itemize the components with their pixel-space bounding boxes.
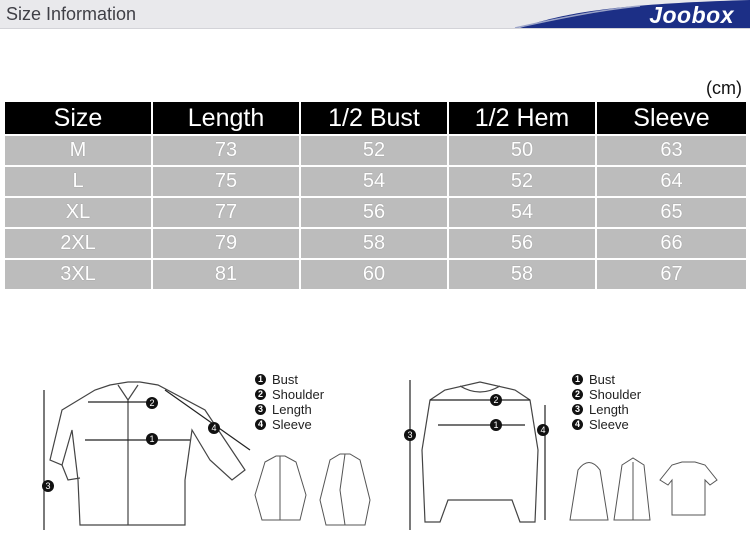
table-cell: 56 <box>449 229 595 258</box>
marker-3: 3 <box>572 404 583 415</box>
table-cell: 63 <box>597 136 746 165</box>
page-title: Size Information <box>6 4 137 24</box>
brand-logo: Joobox <box>649 2 734 28</box>
marker-3: 3 <box>407 430 413 440</box>
table-row <box>5 260 746 289</box>
table-cell: 50 <box>449 136 595 165</box>
blazer-thumbnail <box>320 454 370 525</box>
marker-4: 4 <box>211 423 217 433</box>
table-cell: 73 <box>153 136 299 165</box>
legend-label: Length <box>272 402 312 417</box>
column-header: Size <box>5 102 151 134</box>
legend-label: Shoulder <box>589 387 642 402</box>
marker-1: 1 <box>255 374 266 385</box>
marker-1: 1 <box>572 374 583 385</box>
sweater-diagram <box>410 380 545 530</box>
table-row <box>5 198 746 227</box>
marker-4: 4 <box>572 419 583 430</box>
legend-shirt <box>255 372 324 432</box>
size-table <box>3 100 748 291</box>
table-cell: 56 <box>301 198 447 227</box>
table-cell: 66 <box>597 229 746 258</box>
column-header: 1/2 Hem <box>449 102 595 134</box>
table-cell: 75 <box>153 167 299 196</box>
legend-label: Bust <box>589 372 616 387</box>
table-cell: M <box>5 136 151 165</box>
legend-item <box>572 372 641 387</box>
table-cell: 79 <box>153 229 299 258</box>
table-cell: 54 <box>301 167 447 196</box>
table-cell: 54 <box>449 198 595 227</box>
sweater-markers <box>404 394 549 441</box>
marker-3: 3 <box>45 481 51 491</box>
table-row <box>5 167 746 196</box>
table-row <box>5 136 746 165</box>
legend-label: Sleeve <box>272 417 312 432</box>
table-cell: 2XL <box>5 229 151 258</box>
marker-1: 1 <box>149 434 155 444</box>
table-cell: 58 <box>301 229 447 258</box>
column-header: Length <box>153 102 299 134</box>
legend-sweater <box>572 372 641 432</box>
shirt-markers <box>42 397 220 492</box>
brand-swoosh <box>0 0 750 28</box>
unit-label: (cm) <box>706 78 742 98</box>
tshirt-thumbnail <box>660 462 717 515</box>
table-cell: 60 <box>301 260 447 289</box>
marker-2: 2 <box>493 395 499 405</box>
marker-4: 4 <box>540 425 546 435</box>
header-bar <box>0 0 750 29</box>
table-cell: 77 <box>153 198 299 227</box>
legend-label: Shoulder <box>272 387 325 402</box>
cardigan-thumbnail <box>614 458 650 520</box>
table-cell: 3XL <box>5 260 151 289</box>
hoodie-thumbnail <box>570 463 608 521</box>
jacket-thumbnail <box>255 456 306 520</box>
legend-label: Bust <box>272 372 299 387</box>
marker-2: 2 <box>149 398 155 408</box>
legend-item <box>572 402 641 417</box>
column-header: Sleeve <box>597 102 746 134</box>
legend-item <box>255 372 324 387</box>
legend-label: Sleeve <box>589 417 629 432</box>
marker-2: 2 <box>255 389 266 400</box>
marker-4: 4 <box>255 419 266 430</box>
legend-item <box>572 387 641 402</box>
table-cell: 58 <box>449 260 595 289</box>
table-cell: L <box>5 167 151 196</box>
legend-item <box>255 387 324 402</box>
marker-1: 1 <box>493 420 499 430</box>
table-cell: 65 <box>597 198 746 227</box>
table-cell: 52 <box>449 167 595 196</box>
legend-item <box>255 402 324 417</box>
table-cell: 52 <box>301 136 447 165</box>
legend-label: Length <box>589 402 629 417</box>
column-header: 1/2 Bust <box>301 102 447 134</box>
table-header-row <box>5 102 746 134</box>
table-cell: 64 <box>597 167 746 196</box>
legend-item <box>572 417 641 432</box>
marker-3: 3 <box>255 404 266 415</box>
marker-2: 2 <box>572 389 583 400</box>
legend-item <box>255 417 324 432</box>
table-cell: XL <box>5 198 151 227</box>
table-row <box>5 229 746 258</box>
table-cell: 67 <box>597 260 746 289</box>
measurement-illustrations <box>0 330 750 556</box>
table-cell: 81 <box>153 260 299 289</box>
